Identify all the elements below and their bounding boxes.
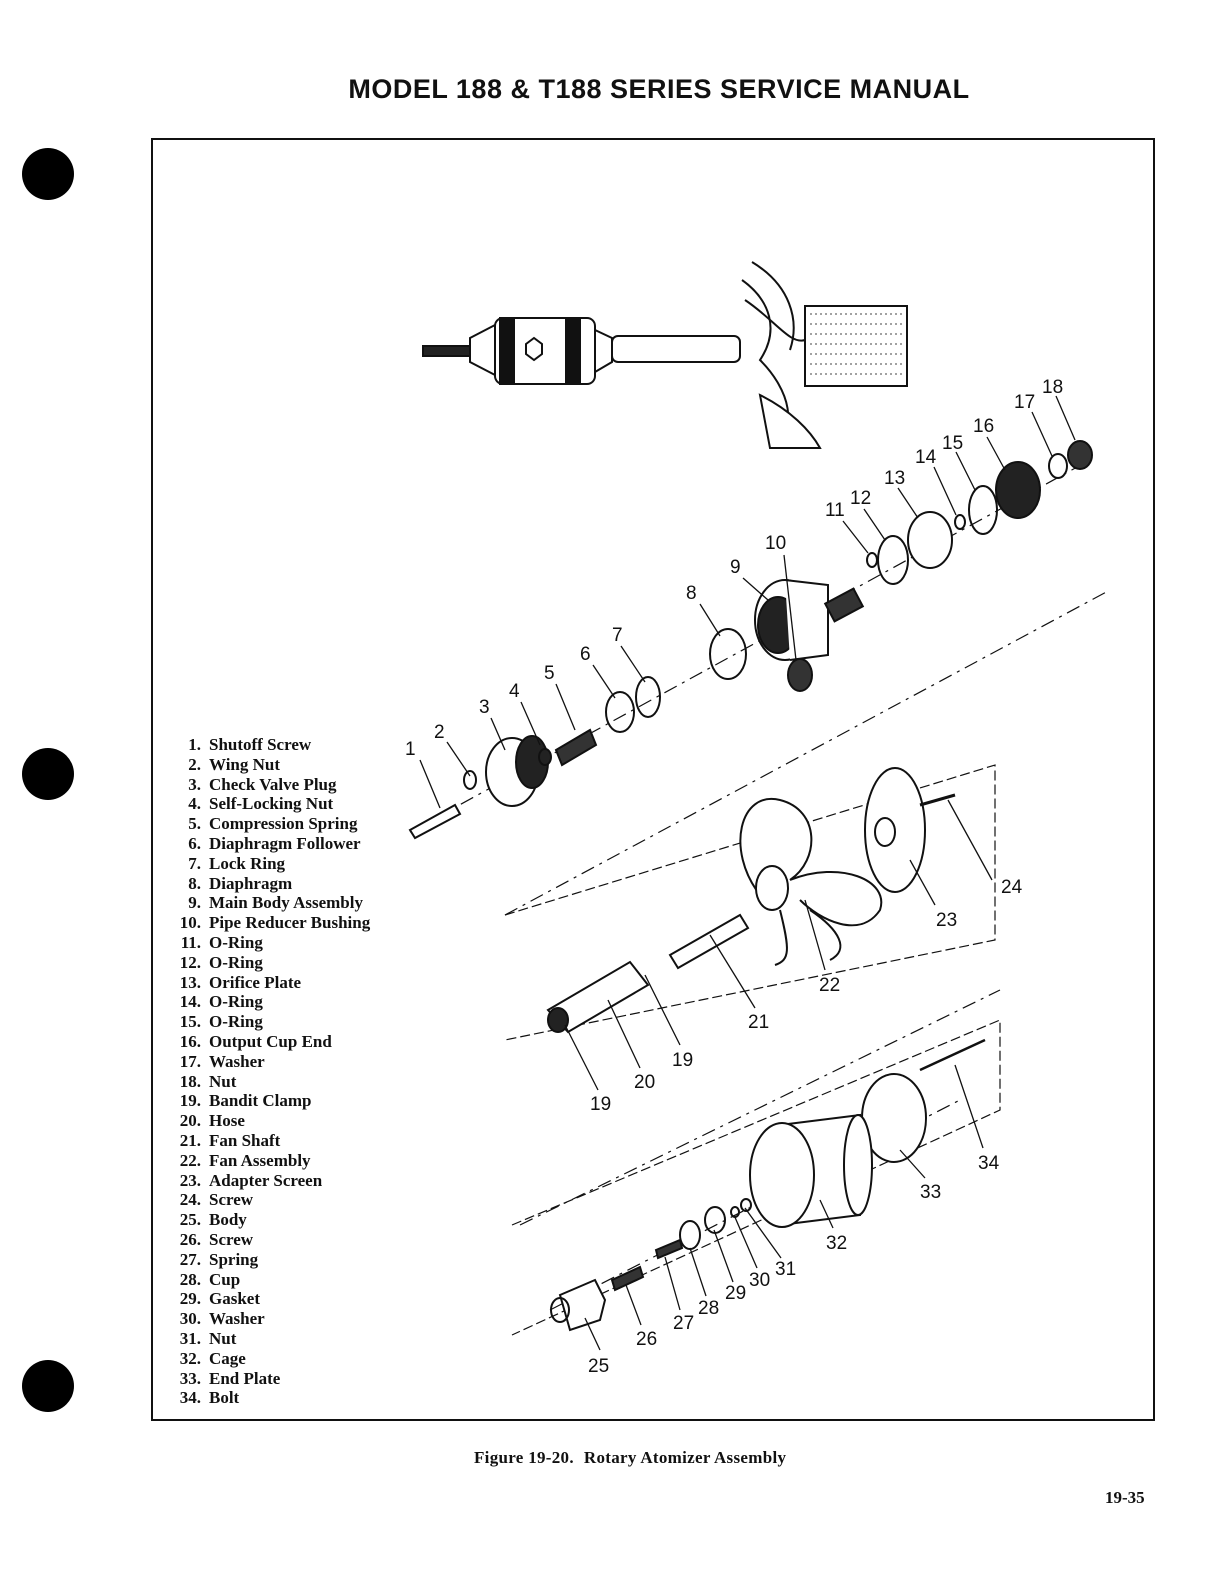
callout-34: 34 bbox=[978, 1153, 1000, 1174]
legend-item: 1. Shutoff Screw bbox=[188, 735, 312, 754]
legend-item: 8. Diaphragm bbox=[188, 873, 293, 893]
legend-item: 28. Cup bbox=[179, 1269, 241, 1289]
upper-assembly-parts bbox=[410, 441, 1092, 838]
callout-24: 24 bbox=[1001, 877, 1023, 898]
callout-10: 10 bbox=[765, 533, 787, 554]
legend-item: 9. Main Body Assembly bbox=[188, 893, 363, 913]
legend-item: 19. Bandit Clamp bbox=[179, 1091, 312, 1111]
callout-19-right: 19 bbox=[672, 1050, 694, 1071]
callout-23: 23 bbox=[936, 910, 958, 931]
legend-item: 34. Bolt bbox=[179, 1388, 240, 1408]
callout-25: 25 bbox=[588, 1356, 610, 1377]
callout-19-left: 19 bbox=[590, 1094, 612, 1115]
legend-item: 16. Output Cup End bbox=[179, 1031, 332, 1051]
callout-33: 33 bbox=[920, 1182, 942, 1203]
legend-item: 30. Washer bbox=[179, 1309, 265, 1329]
callout-3: 3 bbox=[479, 697, 490, 718]
callout-6: 6 bbox=[580, 644, 591, 665]
callout-17: 17 bbox=[1014, 392, 1036, 413]
legend-item: 17. Washer bbox=[179, 1051, 265, 1071]
legend-item: 4. Self-Locking Nut bbox=[188, 794, 334, 814]
callout-29: 29 bbox=[725, 1283, 747, 1304]
figure-number: Figure 19-20. bbox=[474, 1448, 574, 1467]
callout-5: 5 bbox=[544, 663, 555, 684]
legend-item: 21. Fan Shaft bbox=[179, 1130, 281, 1150]
callout-9: 9 bbox=[730, 557, 741, 578]
legend-item: 5. Compression Spring bbox=[188, 814, 358, 834]
callout-18: 18 bbox=[1042, 377, 1064, 398]
legend-item: 15. O-Ring bbox=[179, 1012, 263, 1032]
page-number: 19-35 bbox=[1105, 1488, 1145, 1507]
callout-4: 4 bbox=[509, 681, 520, 702]
callout-28: 28 bbox=[698, 1298, 720, 1319]
legend-item: 31. Nut bbox=[179, 1328, 237, 1348]
legend-item: 13. Orifice Plate bbox=[179, 972, 302, 992]
figure-title: Rotary Atomizer Assembly bbox=[583, 1448, 787, 1467]
callout-15: 15 bbox=[942, 433, 964, 454]
callout-26: 26 bbox=[636, 1329, 658, 1350]
legend-item: 33. End Plate bbox=[179, 1368, 281, 1388]
legend-item: 7. Lock Ring bbox=[188, 853, 286, 873]
callout-32: 32 bbox=[826, 1233, 848, 1254]
legend-item: 23. Adapter Screen bbox=[179, 1170, 323, 1190]
legend-item: 20. Hose bbox=[179, 1111, 245, 1131]
legend-item: 2. Wing Nut bbox=[188, 754, 281, 774]
legend-item: 27. Spring bbox=[179, 1249, 259, 1269]
legend-item: 22. Fan Assembly bbox=[179, 1150, 311, 1170]
legend-item: 3. Check Valve Plug bbox=[188, 774, 337, 794]
page-title: MODEL 188 & T188 SERIES SERVICE MANUAL bbox=[348, 74, 970, 104]
callout-13: 13 bbox=[884, 468, 906, 489]
callout-1: 1 bbox=[405, 739, 416, 760]
callout-14: 14 bbox=[915, 447, 937, 468]
legend-item: 26. Screw bbox=[179, 1229, 254, 1249]
legend-item: 10. Pipe Reducer Bushing bbox=[179, 913, 371, 933]
callout-8: 8 bbox=[686, 583, 697, 604]
callout-7: 7 bbox=[612, 625, 623, 646]
legend-item: 32. Cage bbox=[179, 1348, 246, 1368]
legend-item: 25. Body bbox=[179, 1210, 247, 1230]
legend-item: 29. Gasket bbox=[179, 1289, 260, 1309]
legend-item: 18. Nut bbox=[179, 1071, 237, 1091]
parts-legend bbox=[161, 735, 370, 1408]
callout-30: 30 bbox=[749, 1270, 771, 1291]
callout-21: 21 bbox=[748, 1012, 770, 1033]
callout-12: 12 bbox=[850, 488, 872, 509]
callout-2: 2 bbox=[434, 722, 445, 743]
callout-11: 11 bbox=[825, 500, 845, 521]
callout-16: 16 bbox=[973, 416, 995, 437]
callout-22: 22 bbox=[819, 975, 841, 996]
callout-31: 31 bbox=[775, 1259, 797, 1280]
legend-item: 6. Diaphragm Follower bbox=[188, 833, 361, 853]
assembled-atomizer-illustration bbox=[423, 262, 907, 448]
legend-item: 11. O-Ring bbox=[180, 932, 263, 952]
figure-caption bbox=[474, 1448, 786, 1468]
legend-item: 24. Screw bbox=[179, 1190, 254, 1210]
legend-item: 12. O-Ring bbox=[179, 952, 263, 972]
callout-27: 27 bbox=[673, 1313, 695, 1334]
callout-20: 20 bbox=[634, 1072, 656, 1093]
legend-item: 14. O-Ring bbox=[179, 992, 263, 1012]
